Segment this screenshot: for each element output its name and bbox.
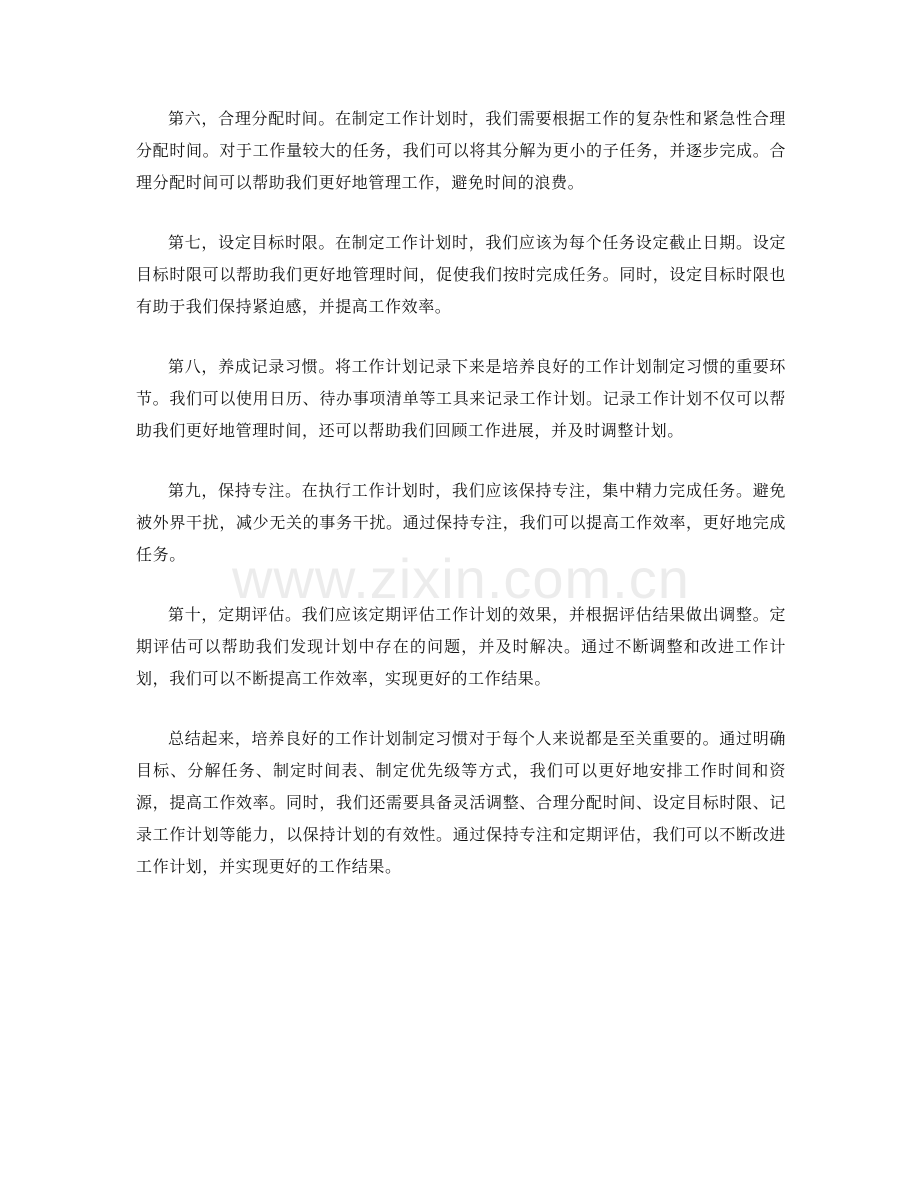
- paragraph-6-time-allocation: 第六，合理分配时间。在制定工作计划时，我们需要根据工作的复杂性和紧急性合理分配时间。对于工作量较大的任务，我们可以将其分解为更小的子任务，并逐步完成。合理分配时间可以帮助我们更好地管理工作，避免时间的浪费。: [136, 109, 786, 192]
- paragraph-8-record-habit: 第八，养成记录习惯。将工作计划记录下来是培养良好的工作计划制定习惯的重要环节。我们可以使用日历、待办事项清单等工具来记录工作计划。记录工作计划不仅可以帮助我们更好地管理时间，还可以帮助我们回顾工作进展，并及时调整计划。: [136, 357, 786, 440]
- paragraph-9-focus: 第九，保持专注。在执行工作计划时，我们应该保持专注，集中精力完成任务。避免被外界干扰，减少无关的事务干扰。通过保持专注，我们可以提高工作效率，更好地完成任务。: [136, 481, 786, 564]
- paragraph-10-evaluation: 第十，定期评估。我们应该定期评估工作计划的效果，并根据评估结果做出调整。定期评估可以帮助我们发现计划中存在的问题，并及时解决。通过不断调整和改进工作计划，我们可以不断提高工作效率，实现更好的工作结果。: [136, 605, 786, 688]
- paragraph-7-deadlines: 第七，设定目标时限。在制定工作计划时，我们应该为每个任务设定截止日期。设定目标时限可以帮助我们更好地管理时间，促使我们按时完成任务。同时，设定目标时限也有助于我们保持紧迫感，并提高工作效率。: [136, 233, 786, 316]
- paragraph-summary: 总结起来，培养良好的工作计划制定习惯对于每个人来说都是至关重要的。通过明确目标、分解任务、制定时间表、制定优先级等方式，我们可以更好地安排工作时间和资源，提高工作效率。同时，我们还需要具备灵活调整、合理分配时间、设定目标时限、记录工作计划等能力，以保持计划的有效性。通过保持专注和定期评估，我们可以不断改进工作计划，并实现更好的工作结果。: [136, 729, 786, 876]
- document-body: [136, 103, 786, 911]
- watermark-text: www.zixin.com.cn: [232, 547, 690, 610]
